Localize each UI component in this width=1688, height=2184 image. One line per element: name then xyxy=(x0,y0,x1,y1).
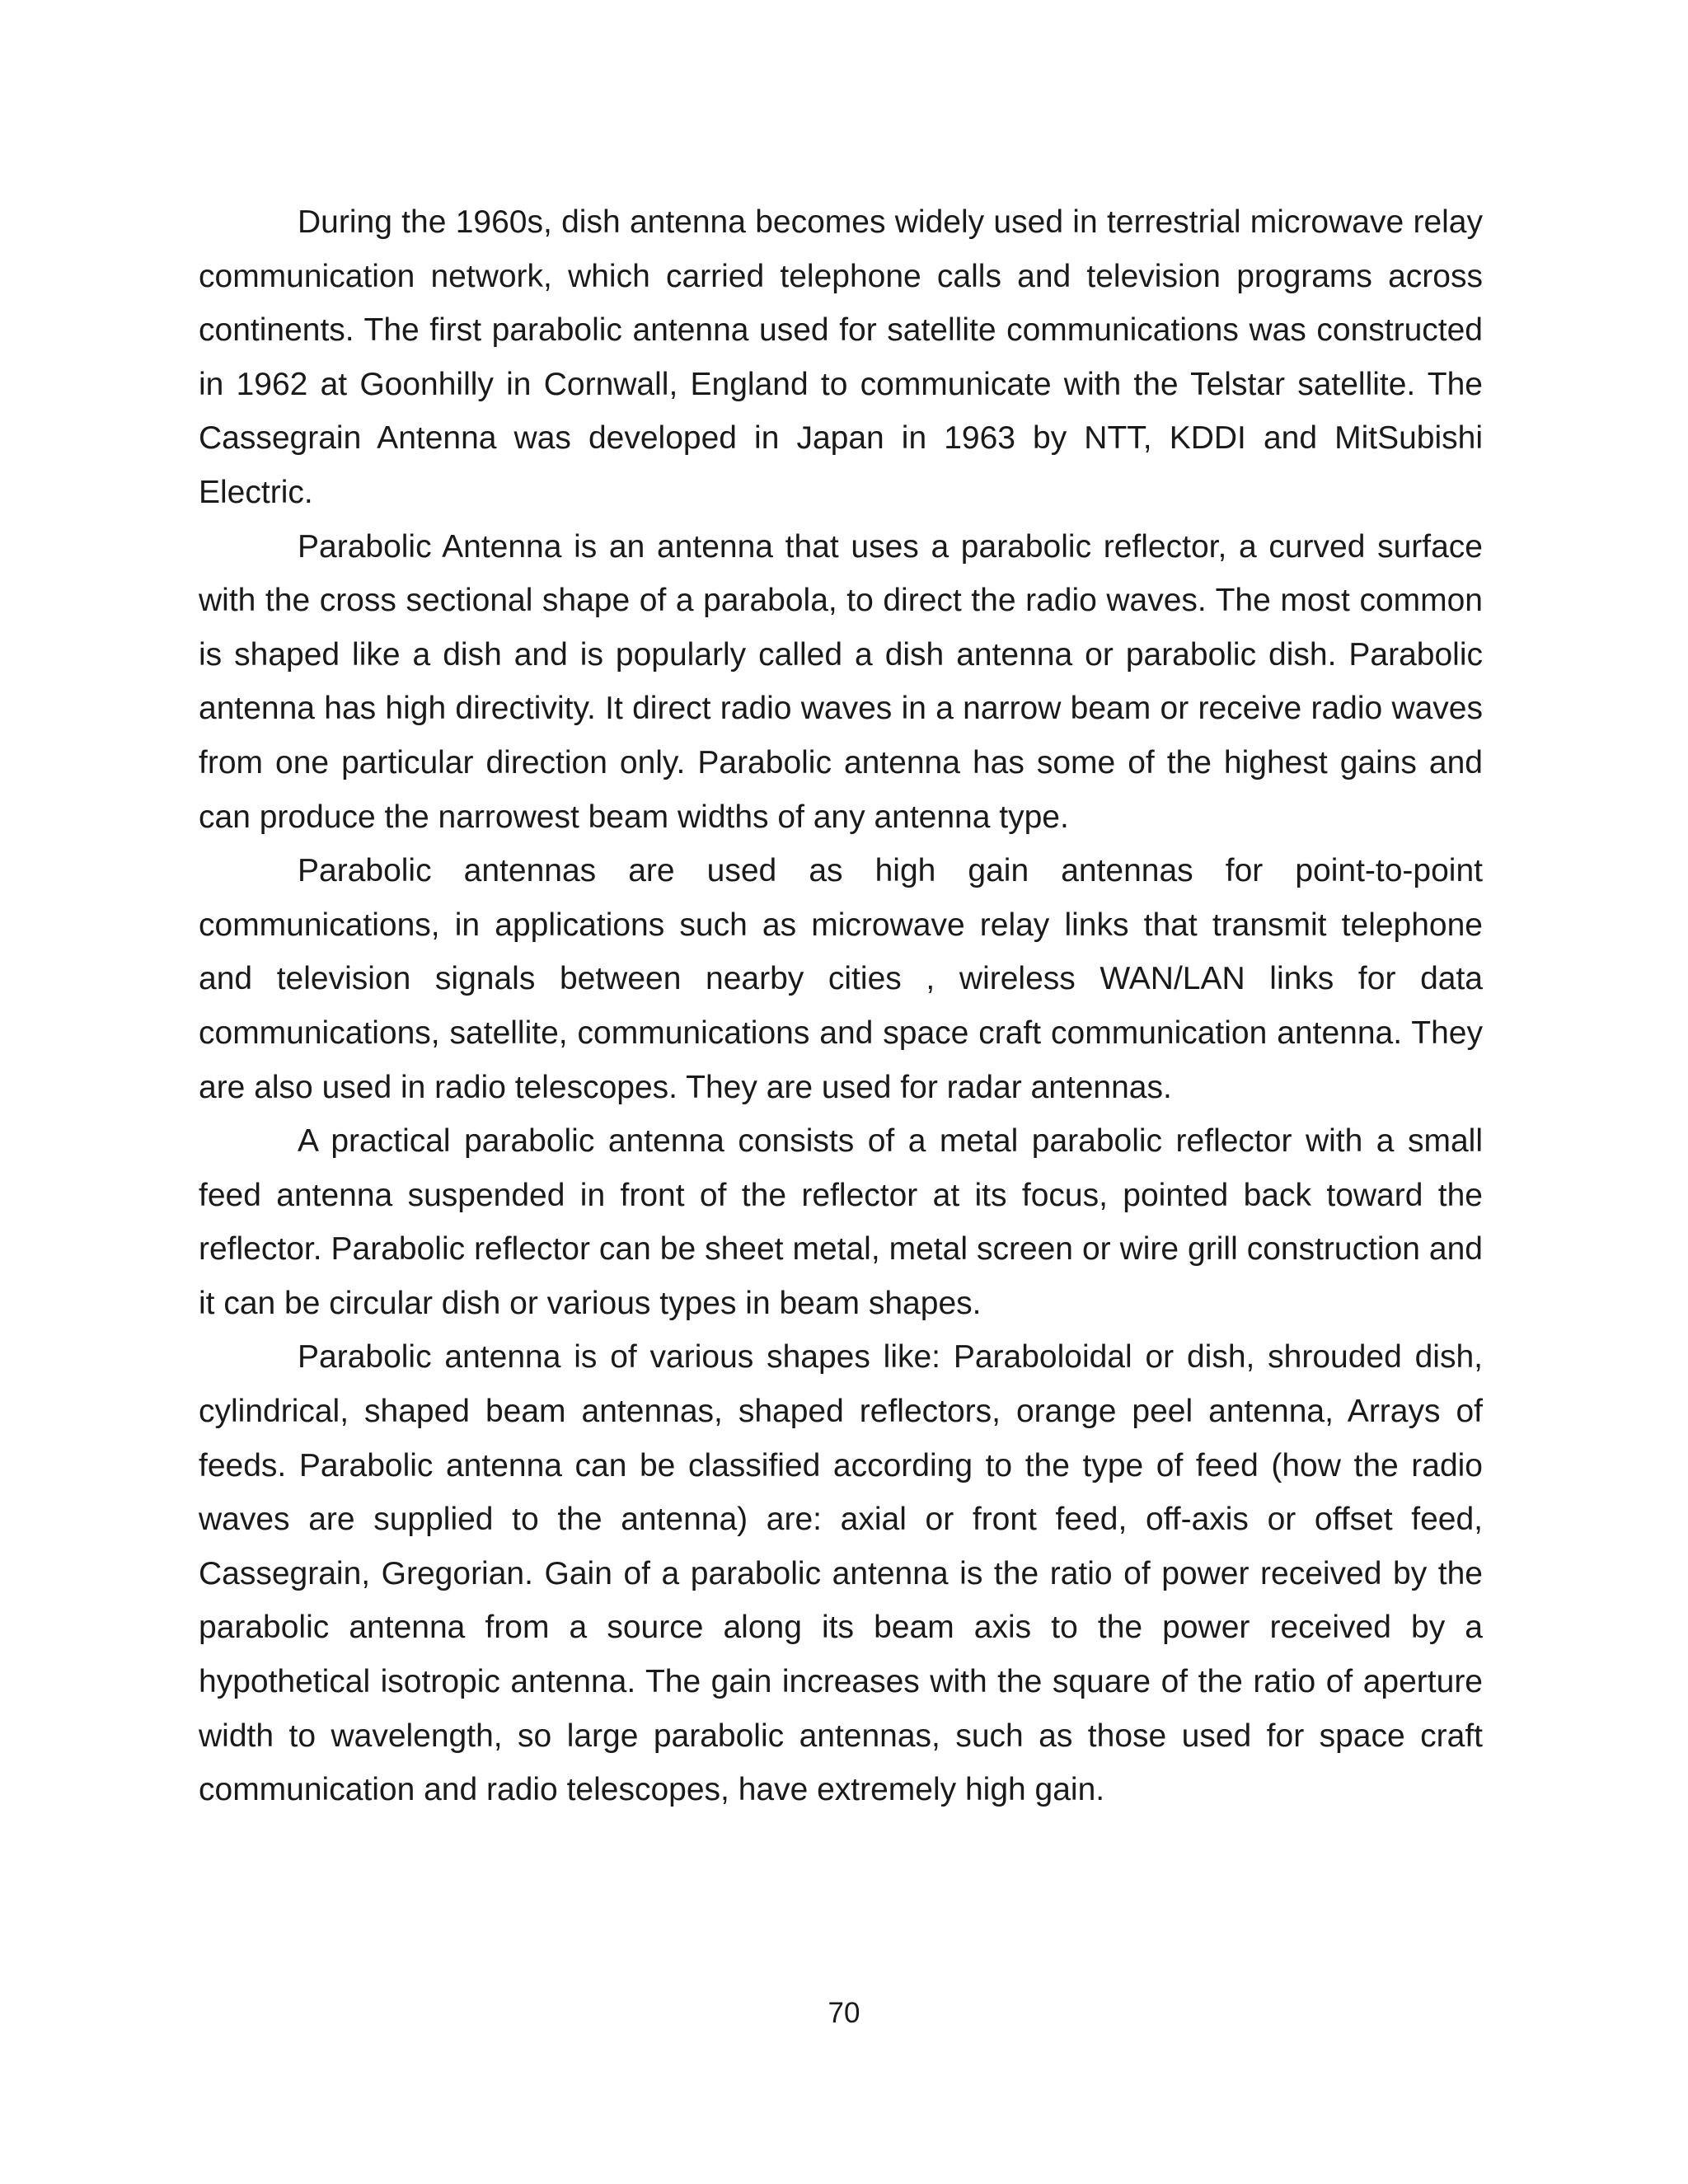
page-number: 70 xyxy=(828,1997,860,2029)
paragraph-parabolic-antenna-definition: Parabolic Antenna is an antenna that uses a parabolic reflector, a curved surface with the cross sectional shape of a parabola, to direct the radio waves. The most common is shaped like a dish and is popularly called a dish antenna or parabolic dish. Parabolic antenna has high directivity. It direct radio waves in a narrow beam or receive radio waves from one particular direction only. Parabolic antenna has some of the highest gains and can produce the narrowest beam widths of any antenna type. xyxy=(199,528,1483,835)
paragraph-1960s-history: During the 1960s, dish antenna becomes widely used in terrestrial microwave relay communication network, which carried telephone calls and television programs across continents. The first parabolic antenna used for satellite communications was constructed in 1962 at Goonhilly in Cornwall, England to communicate with the Telstar satellite. The Cassegrain Antenna was developed in Japan in 1963 by NTT, KDDI and MitSubishi Electric. xyxy=(199,204,1483,510)
paragraph-construction: A practical parabolic antenna consists of a metal parabolic reflector with a small feed antenna suspended in front of the reflector at its focus, pointed back toward the reflector. Parabolic reflector can be sheet metal, metal screen or wire grill construction and it can be circular dish or various types in beam shapes. xyxy=(199,1123,1483,1321)
paragraph-applications: Parabolic antennas are used as high gain antennas for point-to-point communications, in applications such as microwave relay links that transmit telephone and television signals between nearby cities , wireless WAN/LAN links for data communications, satellite, communications and space craft communication antenna. They are also used in radio telescopes. They are used for radar antennas. xyxy=(199,853,1483,1105)
body-text xyxy=(199,195,1483,1817)
paragraph-shapes-and-gain: Parabolic antenna is of various shapes like: Paraboloidal or dish, shrouded dish, cylindrical, shaped beam antennas, shaped reflectors, orange peel antenna, Arrays of feeds. Parabolic antenna can be classified according to the type of feed (how the radio waves are supplied to the antenna) are: axial or front feed, off-axis or offset feed, Cassegrain, Gregorian. Gain of a parabolic antenna is the ratio of power received by the parabolic antenna from a source along its beam axis to the power received by a hypothetical isotropic antenna. The gain increases with the square of the ratio of aperture width to wavelength, so large parabolic antennas, such as those used for space craft communication and radio telescopes, have extremely high gain. xyxy=(199,1339,1483,1808)
